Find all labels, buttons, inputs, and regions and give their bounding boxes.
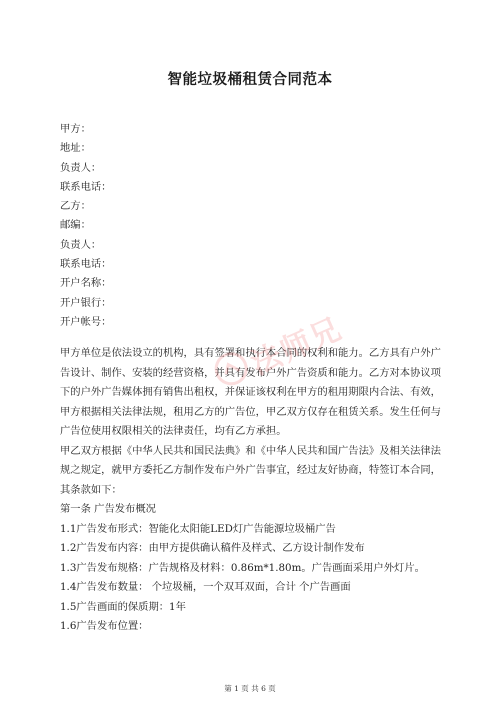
body-line: 告设计、制作、安装的经营资格，并具有发布户外广告资质和能力。乙方对本协议项 — [60, 366, 441, 379]
field-postcode: 邮编： — [60, 219, 91, 232]
body-line: 下的户外广告媒体拥有销售出租权，并保证该权利在甲方的租用期限内合法、有效， — [60, 386, 441, 398]
contract-body — [60, 344, 444, 637]
page-footer: 第 1 页 共 6 页 — [224, 684, 276, 693]
field-party-a-phone: 联系电话： — [60, 180, 112, 193]
body-line: 广告位使用权限相关的法律责任，均有乙方承担。 — [60, 425, 287, 437]
field-party-b: 乙方： — [60, 200, 91, 213]
field-party-a: 甲方： — [60, 123, 91, 135]
body-line: 其条款如下： — [60, 483, 122, 496]
document-title: 智能垃圾桶租赁合同范本 — [167, 72, 333, 88]
field-party-b-representative: 负责人： — [60, 238, 102, 251]
field-bank: 开户银行： — [60, 296, 112, 309]
body-line: 甲乙双方根据《中华人民共和国民法典》和《中华人民共和国广告法》及相关法律法 — [60, 444, 441, 457]
clause-line: 1.4广告发布数量： 个垃圾桶，一个双耳双面，合计 个广告画面 — [60, 581, 351, 593]
article-heading: 第一条 广告发布概况 — [60, 503, 156, 515]
field-party-b-phone: 联系电话： — [60, 258, 112, 271]
field-address: 地址： — [60, 142, 91, 155]
field-account-name: 开户名称： — [60, 277, 112, 290]
field-account-number: 开户帐号： — [60, 315, 112, 328]
body-line: 甲方根据相关法律法规，租用乙方的广告位，甲乙双方仅存在租赁关系。发生任何与 — [60, 405, 441, 418]
clause-line: 1.1广告发布形式：智能化太阳能LED灯广告能源垃圾桶广告 — [60, 522, 336, 535]
clause-line: 1.3广告发布规格：广告规格及材料：0.86m*1.80m。广告画面采用户外灯片。 — [60, 561, 425, 574]
body-line: 甲方单位是依法设立的机构，具有签署和执行本合同的权利和能力。乙方具有户外广 — [60, 347, 441, 359]
clause-line: 1.6广告发布位置： — [60, 620, 149, 632]
party-info-fields — [60, 120, 111, 332]
clause-line: 1.2广告发布内容：由甲方提供确认稿件及样式、乙方设计制作发布 — [60, 542, 365, 554]
clause-line: 1.5广告画面的保质期：1年 — [60, 600, 186, 613]
field-party-a-representative: 负责人： — [60, 161, 102, 174]
body-line: 规之规定，就甲方委托乙方制作发布户外广告事宜，经过友好协商，特签订本合同， — [60, 464, 441, 476]
watermark-text: 法师兄 — [245, 311, 348, 383]
